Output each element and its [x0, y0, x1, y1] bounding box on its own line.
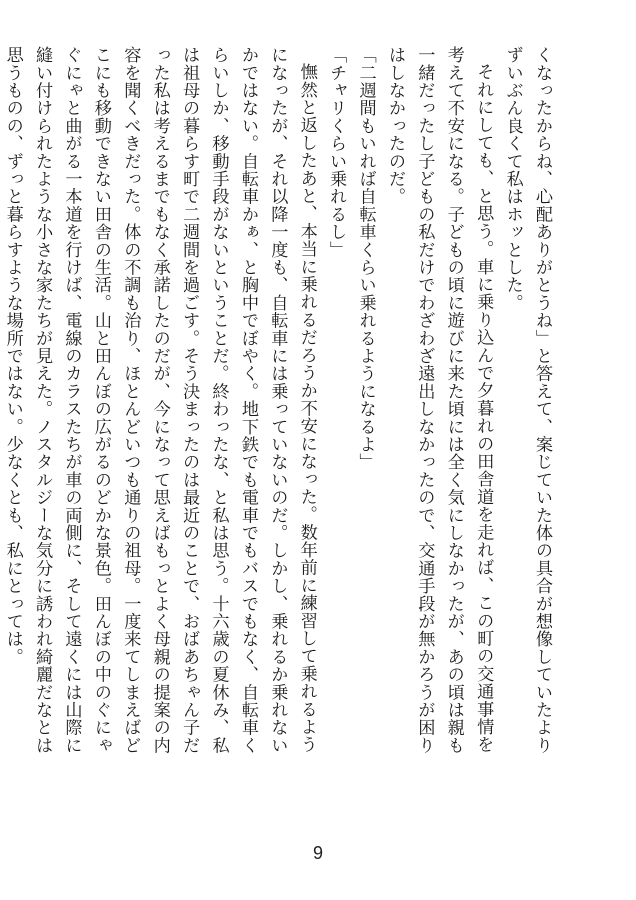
vertical-text-body [2, 46, 556, 756]
page-number: 9 [312, 843, 323, 863]
dialogue-line-1: 「二週間もいれば自転車くらい乗れるようになるよ」 [355, 46, 376, 471]
paragraph-3: 憮然と返したあと、本当に乗れるだろうか不安になった。数年前に練習して乗れるようになったが、それ以降一度も、自転車には乗っていないのだ。しかし、乗れるか乗れないかではない。自転車かぁ、と胸中でぼやく。地下鉄でも電車でもバスでもなく、自転車くらいしか、移動手段がないということだ。終わったな、と私は思う。十六歳の夏休み、私は祖母の暮らす町で二週間を過ごす。そう決まったのは最近のことで、おばあちゃん子だった私は考えるまでもなく承諾したのだが、今になって思えばもっとよく母親の提案の内容を聞くべきだった。体の不調も治り、ほとんどいつも通りの祖母。一度来てしまえばどこにも移動できない田舎の生活。山と田んぼの広がるのどかな景色。田んぼの中のぐにゃぐにゃと曲がる一本道を行けば、電線のカラスたちが車の両側に、そして遠くには山際に縫い付けられたような小さな家たちが見えた。ノスタルジーな気分に誘われ綺麗だなとは思うものの、ずっと暮らすような場所ではない。少なくとも、私にとっては。 [2, 46, 317, 754]
paragraph-1: くなったからね、心配ありがとうね」と答えて、案じていた体の具合が想像していたよりずいぶん良くて私はホッとした。 [502, 46, 552, 754]
dialogue-line-2: 「チャリくらい乗れるし」 [326, 46, 347, 259]
paragraph-2: それにしても、と思う。車に乗り込んで夕暮れの田舎道を走れば、この町の交通事情を考えて不安になる。子どもの頃に遊びに来た頃には全く気にしなかったが、あの頃は親も一緒だったし子どもの私だけでわざわざ遠出しなかったので、交通手段が無かろうが困りはしなかったのだ。 [384, 46, 494, 754]
